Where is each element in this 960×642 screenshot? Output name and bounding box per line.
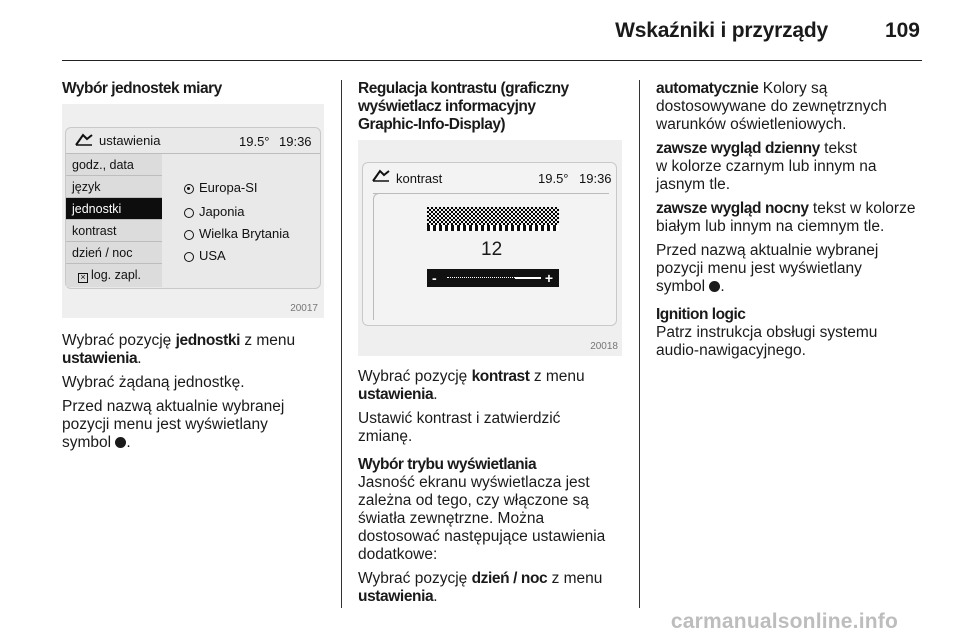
menu-item-units[interactable]: jednostki: [66, 198, 162, 220]
column-2: [358, 80, 628, 140]
text: dostosowywane do zewnętrznych: [656, 98, 887, 115]
text: światła zewnętrzne. Można: [358, 510, 545, 527]
display-screen: [65, 127, 321, 289]
text: .: [137, 350, 142, 367]
slider-track-empty: [447, 277, 515, 278]
column-1-text: [62, 332, 332, 458]
heading-ignition-logic: Ignition logic: [656, 306, 746, 323]
option-usa[interactable]: [184, 248, 226, 263]
text: dodatkowe:: [358, 546, 438, 563]
text: Przed nazwą aktualnie wybranej: [656, 242, 879, 259]
paragraph-symbol-note: [656, 242, 931, 296]
settings-icon: [371, 169, 391, 188]
paragraph-choose-unit: Wybrać żądaną jednostkę.: [62, 374, 245, 391]
text: pozycji menu jest wyświetlany: [62, 416, 268, 433]
option-label: Europa-SI: [199, 180, 258, 195]
text: Regulacja kontrastu (graficzny: [358, 80, 569, 97]
frame-left: [373, 193, 388, 320]
column-divider-1: [341, 80, 342, 608]
text: audio-nawigacyjnego.: [656, 342, 806, 359]
watermark-url: carmanualsonline.info: [670, 610, 898, 633]
header-divider: [62, 60, 922, 61]
text-bold: dzień / noc: [471, 570, 548, 587]
text: .: [720, 278, 725, 295]
column-divider-2: [639, 80, 640, 608]
radio-icon: [184, 230, 194, 240]
column-3: [656, 80, 931, 366]
text: warunków oświetleniowych.: [656, 116, 847, 133]
screen-title: ustawienia: [99, 133, 161, 148]
display-screen: [362, 162, 617, 326]
heading-contrast: [358, 80, 628, 134]
text: Wybrać pozycję: [358, 368, 472, 385]
text: zależna od tego, czy włączone są: [358, 492, 589, 509]
contrast-slider[interactable]: [427, 269, 559, 287]
radio-selected-icon: [184, 184, 194, 194]
figure-number: 20018: [590, 341, 618, 352]
heading-display-mode: Wybór trybu wyświetlania: [358, 456, 537, 473]
text: pozycji menu jest wyświetlany: [656, 260, 862, 277]
option-label: Japonia: [199, 204, 245, 219]
text: Wybrać pozycję: [358, 570, 472, 587]
text: Ustawić kontrast i zatwierdzić: [358, 410, 561, 427]
text: z menu: [240, 332, 296, 349]
temperature: 19.5°: [538, 171, 569, 186]
slider-track-filled: [515, 277, 541, 279]
column-1: [62, 80, 327, 104]
paragraph-select-contrast: [358, 368, 633, 404]
paragraph-automatic: [656, 80, 931, 134]
figure-units: [62, 104, 324, 318]
text-bold: zawsze wygląd nocny: [656, 200, 809, 217]
heading-units: Wybór jednostek miary: [62, 80, 222, 97]
text: Wybrać pozycję: [62, 332, 176, 349]
title-divider: [373, 193, 609, 194]
text-bold: jednostki: [175, 332, 241, 349]
paragraph-select-units: [62, 332, 332, 368]
text: z menu: [547, 570, 603, 587]
figure-contrast: [358, 140, 622, 356]
clock: 19:36: [579, 171, 612, 186]
text: zmianę.: [358, 428, 413, 445]
checkbox-icon: ×: [78, 273, 88, 283]
menu-item-language[interactable]: język: [66, 176, 162, 198]
text: Przed nazwą aktualnie wybranej: [62, 398, 285, 415]
menu-item-time-date[interactable]: godz., data: [66, 154, 162, 176]
option-label: Wielka Brytania: [199, 226, 290, 241]
text: z menu: [529, 368, 585, 385]
text: .: [433, 386, 438, 403]
text-bold: ustawienia: [358, 386, 434, 403]
menu-item-contrast[interactable]: kontrast: [66, 220, 162, 242]
text: Kolory są: [758, 80, 828, 97]
filled-dot-icon: [709, 281, 720, 292]
contrast-value: 12: [481, 239, 503, 260]
page-number: 109: [884, 19, 920, 42]
filled-dot-icon: [115, 437, 126, 448]
option-wielka-brytania[interactable]: [184, 226, 289, 241]
text-bold: ustawienia: [358, 588, 434, 605]
paragraph-night-mode: [656, 200, 931, 236]
contrast-pattern: [427, 207, 559, 225]
text: Patrz instrukcja obsługi systemu: [656, 324, 878, 341]
paragraph-select-day-night: [358, 570, 633, 606]
menu-item-log-label: log. zapl.: [91, 268, 142, 282]
text: w kolorze czarnym lub innym na: [656, 158, 877, 175]
section-title: Wskaźniki i przyrządy: [615, 19, 828, 42]
text-bold: zawsze wygląd dzienny: [656, 140, 820, 157]
paragraph-brightness: [358, 474, 633, 564]
settings-icon: [74, 133, 94, 152]
radio-icon: [184, 208, 194, 218]
paragraph-ignition-logic: [656, 324, 931, 360]
text: dostosować następujące ustawienia: [358, 528, 606, 545]
text: jasnym tle.: [656, 176, 731, 193]
figure-number: 20017: [290, 303, 318, 314]
plus-icon[interactable]: +: [544, 270, 553, 286]
minus-icon[interactable]: -: [432, 270, 437, 286]
temperature: 19.5°: [239, 134, 270, 149]
column-2-text: [358, 368, 633, 612]
text-bold: kontrast: [471, 368, 530, 385]
text: symbol: [656, 278, 710, 295]
text: wyświetlacz informacyjny: [358, 98, 536, 115]
screen-title: kontrast: [396, 171, 443, 186]
menu-item-day-night[interactable]: dzień / noc: [66, 242, 162, 264]
text-bold: ustawienia: [62, 350, 138, 367]
option-europa[interactable]: [184, 180, 258, 195]
option-label: USA: [199, 248, 226, 263]
paragraph-adjust-contrast: [358, 410, 633, 446]
radio-icon: [184, 252, 194, 262]
paragraph-day-mode: [656, 140, 931, 194]
text: .: [126, 434, 131, 451]
text-bold: automatycznie: [656, 80, 759, 97]
text: Jasność ekranu wyświetlacza jest: [358, 474, 590, 491]
text: tekst: [819, 140, 857, 157]
text: symbol: [62, 434, 116, 451]
text: .: [433, 588, 438, 605]
option-japonia[interactable]: [184, 204, 245, 219]
clock: 19:36: [279, 134, 312, 149]
text: Graphic-Info-Display): [358, 116, 506, 133]
text: tekst w kolorze: [808, 200, 916, 217]
text: białym lub innym na ciemnym tle.: [656, 218, 885, 235]
menu-item-log[interactable]: [66, 264, 162, 287]
paragraph-symbol-note: [62, 398, 332, 452]
contrast-pattern-bottom: [427, 225, 559, 231]
